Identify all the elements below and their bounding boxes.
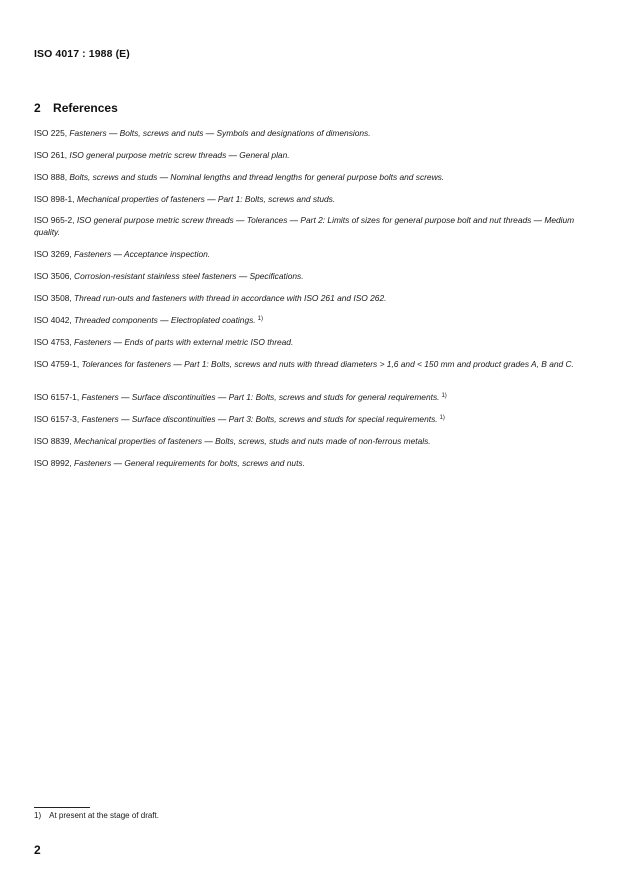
reference-item: [34, 358, 594, 391]
reference-title: Bolts, screws and studs — Nominal lengths and thread lengths for general purpose bolts and screws.: [69, 172, 445, 182]
reference-code: ISO 3508,: [34, 293, 72, 303]
reference-code: ISO 3506,: [34, 271, 72, 281]
reference-title: Tolerances for fasteners — Part 1: Bolts, screws and nuts with thread diameters > 1,6 and < 150 mm and product grades A, B and C.: [81, 359, 574, 369]
reference-code: ISO 4759-1,: [34, 359, 80, 369]
reference-title: ISO general purpose metric screw threads — General plan.: [69, 150, 290, 160]
footnote: [34, 811, 159, 820]
reference-title: Corrosion-resistant stainless steel fasteners — Specifications.: [74, 271, 304, 281]
section-title: References: [53, 101, 118, 115]
reference-title: Fasteners — Surface discontinuities — Part 1: Bolts, screws and studs for general requirements.: [81, 392, 440, 402]
footnote-ref: 1): [441, 393, 447, 399]
reference-title: Fasteners — General requirements for bolts, screws and nuts.: [74, 458, 305, 468]
reference-code: ISO 8992,: [34, 458, 72, 468]
reference-title: Mechanical properties of fasteners — Part 1: Bolts, screws and studs.: [76, 194, 336, 204]
reference-title: Fasteners — Bolts, screws and nuts — Symbols and designations of dimensions.: [69, 128, 371, 138]
reference-item: [34, 292, 594, 314]
reference-title: Fasteners — Surface discontinuities — Part 3: Bolts, screws and studs for special requirements.: [81, 414, 438, 424]
reference-code: ISO 888,: [34, 172, 68, 182]
footnote-mark: 1): [34, 811, 42, 820]
footnote-text: At present at the stage of draft.: [49, 811, 159, 820]
reference-code: ISO 4753,: [34, 337, 72, 347]
reference-item: [34, 193, 594, 215]
reference-item: [34, 215, 594, 248]
reference-item: [34, 270, 594, 292]
footnote-ref: 1): [257, 316, 263, 322]
reference-item: [34, 314, 594, 336]
section-heading: [34, 101, 118, 115]
reference-list: [34, 127, 594, 479]
reference-code: ISO 261,: [34, 150, 68, 160]
reference-item: [34, 435, 594, 457]
reference-code: ISO 225,: [34, 128, 68, 138]
section-number: 2: [34, 101, 41, 115]
reference-item: [34, 336, 594, 358]
reference-item: [34, 248, 594, 270]
document-id: ISO 4017 : 1988 (E): [34, 48, 130, 60]
reference-title: Mechanical properties of fasteners — Bolts, screws, studs and nuts made of non-ferrous metals.: [74, 436, 431, 446]
reference-item: [34, 171, 594, 193]
reference-code: ISO 3269,: [34, 249, 72, 259]
reference-code: ISO 965-2,: [34, 215, 75, 225]
page-number: 2: [34, 843, 41, 857]
reference-code: ISO 898-1,: [34, 194, 75, 204]
reference-title: Thread run-outs and fasteners with thread in accordance with ISO 261 and ISO 262.: [74, 293, 387, 303]
reference-title: ISO general purpose metric screw threads — Tolerances — Part 2: Limits of sizes for general purpose bolt and nut threads — Medium quality.: [34, 215, 575, 237]
reference-item: [34, 457, 594, 479]
reference-code: ISO 4042,: [34, 315, 72, 325]
reference-code: ISO 8839,: [34, 436, 72, 446]
footnote-ref: 1): [439, 415, 445, 421]
footnote-divider: [34, 807, 90, 808]
reference-item: [34, 127, 594, 149]
reference-title: Fasteners — Acceptance inspection.: [74, 249, 211, 259]
reference-item: [34, 391, 594, 413]
reference-item: [34, 149, 594, 171]
reference-code: ISO 6157-3,: [34, 414, 80, 424]
reference-title: Threaded components — Electroplated coatings.: [74, 315, 256, 325]
reference-code: ISO 6157-1,: [34, 392, 80, 402]
reference-title: Fasteners — Ends of parts with external metric ISO thread.: [74, 337, 294, 347]
reference-item: [34, 413, 594, 435]
